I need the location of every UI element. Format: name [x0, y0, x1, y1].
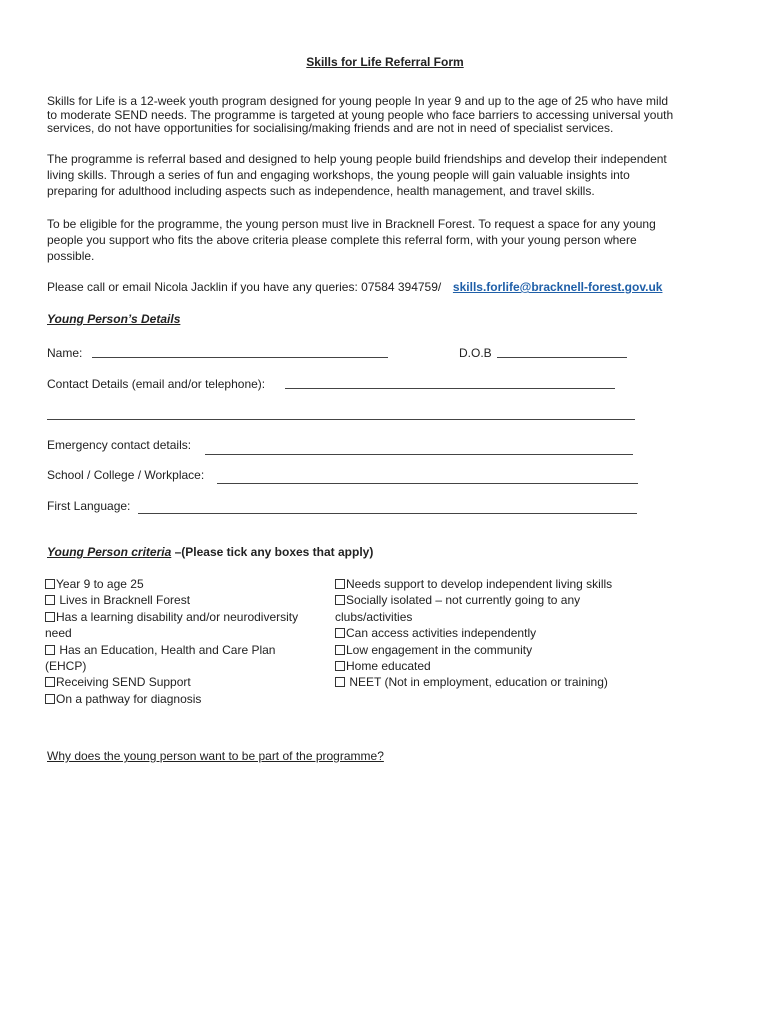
- name-field[interactable]: [92, 357, 388, 358]
- contact-details-field-continued[interactable]: [47, 419, 635, 420]
- school-label: School / College / Workplace:: [47, 468, 205, 482]
- programme-line: living skills. Through a series of fun and engaging workshops, the young people will gain valuable insights into: [47, 168, 630, 182]
- criteria-label: clubs/activities: [335, 609, 413, 624]
- first-language-field[interactable]: [138, 513, 637, 514]
- criteria-heading: Young Person criteria: [47, 545, 172, 559]
- checkbox-icon[interactable]: [45, 694, 55, 704]
- checkbox-icon[interactable]: [335, 645, 345, 655]
- criteria-item-independent-living[interactable]: [335, 576, 612, 592]
- checkbox-icon[interactable]: [335, 595, 345, 605]
- criteria-label: Has a learning disability and/or neurodiversity: [56, 609, 299, 624]
- criteria-label: Year 9 to age 25: [56, 577, 144, 591]
- school-field[interactable]: [217, 483, 638, 484]
- criteria-subheading: –(Please tick any boxes that apply): [171, 545, 374, 559]
- criteria-label: Lives in Bracknell Forest: [56, 593, 191, 608]
- criteria-label: Low engagement in the community: [346, 642, 533, 657]
- criteria-label: Home educated: [346, 659, 431, 674]
- criteria-label: Receiving SEND Support: [56, 675, 191, 690]
- criteria-item-bracknell[interactable]: [45, 592, 298, 608]
- criteria-label: (EHCP): [45, 659, 87, 674]
- criteria-item-ehcp[interactable]: [45, 642, 298, 658]
- criteria-label: need: [45, 626, 72, 641]
- form-title: Skills for Life Referral Form: [306, 55, 464, 69]
- criteria-item-ehcp-cont: [45, 658, 298, 674]
- checkbox-icon[interactable]: [335, 579, 345, 589]
- checkbox-icon[interactable]: [335, 661, 345, 671]
- criteria-item-send-support[interactable]: [45, 674, 298, 690]
- criteria-item-year9[interactable]: [45, 576, 298, 592]
- checkbox-icon[interactable]: [45, 579, 55, 589]
- eligibility-line: To be eligible for the programme, the young person must live in Bracknell Forest. To request a space for any young: [47, 217, 656, 231]
- contact-email-link[interactable]: skills.forlife@bracknell-forest.gov.uk: [452, 280, 663, 294]
- criteria-label: NEET (Not in employment, education or training): [346, 675, 608, 690]
- contact-line: [47, 280, 662, 294]
- criteria-item-home-educated[interactable]: [335, 658, 612, 674]
- criteria-item-access-independently[interactable]: [335, 625, 612, 641]
- criteria-label: On a pathway for diagnosis: [56, 691, 202, 706]
- programme-question: Why does the young person want to be part of the programme?: [47, 749, 384, 763]
- criteria-item-diagnosis[interactable]: [45, 691, 298, 707]
- criteria-item-neet[interactable]: [335, 674, 612, 690]
- criteria-right-column: [335, 576, 612, 691]
- criteria-item-learning-disability[interactable]: [45, 609, 298, 625]
- criteria-item-socially-isolated[interactable]: [335, 592, 612, 608]
- intro-line: Skills for Life is a 12-week youth program designed for young people In year 9 and up to the age of 25 who have mild: [47, 94, 669, 108]
- criteria-label: Can access activities independently: [346, 626, 537, 641]
- criteria-item-socially-isolated-cont: [335, 609, 612, 625]
- name-label: Name:: [47, 346, 83, 360]
- criteria-heading-row: [47, 545, 373, 559]
- checkbox-icon[interactable]: [45, 612, 55, 622]
- criteria-label: Socially isolated – not currently going to any: [346, 593, 581, 608]
- eligibility-paragraph: [47, 216, 656, 264]
- programme-line: preparing for adulthood including aspects such as independence, health management, and travel skills.: [47, 184, 595, 198]
- eligibility-line: possible.: [47, 249, 95, 263]
- first-language-label: First Language:: [47, 499, 131, 513]
- criteria-label: Needs support to develop independent living skills: [346, 577, 613, 591]
- intro-paragraph: [47, 95, 673, 136]
- criteria-item-low-engagement[interactable]: [335, 642, 612, 658]
- programme-line: The programme is referral based and designed to help young people build friendships and develop their independent: [47, 152, 667, 166]
- checkbox-icon[interactable]: [45, 595, 55, 605]
- intro-line: to moderate SEND needs. The programme is targeted at young people who face barriers to accessing universal youth: [47, 107, 674, 122]
- dob-field[interactable]: [497, 357, 627, 358]
- criteria-item-learning-disability-cont: [45, 625, 298, 641]
- checkbox-icon[interactable]: [335, 677, 345, 687]
- contact-details-field[interactable]: [285, 388, 615, 389]
- criteria-label: Has an Education, Health and Care Plan: [56, 642, 276, 657]
- criteria-left-column: [45, 576, 298, 707]
- dob-label: D.O.B: [459, 346, 492, 360]
- checkbox-icon[interactable]: [45, 645, 55, 655]
- contact-details-label: Contact Details (email and/or telephone):: [47, 377, 266, 391]
- programme-paragraph: [47, 151, 667, 199]
- checkbox-icon[interactable]: [45, 677, 55, 687]
- details-heading: Young Person’s Details: [47, 312, 181, 326]
- checkbox-icon[interactable]: [335, 628, 345, 638]
- eligibility-line: people you support who fits the above criteria please complete this referral form, with your young person where: [47, 233, 637, 247]
- emergency-contact-field[interactable]: [205, 454, 633, 455]
- intro-line: services, do not have opportunities for socialising/making friends and are not in need of specialist services.: [47, 121, 614, 135]
- contact-text: Please call or email Nicola Jacklin if you have any queries: 07584 394759/: [47, 280, 442, 294]
- emergency-contact-label: Emergency contact details:: [47, 438, 192, 452]
